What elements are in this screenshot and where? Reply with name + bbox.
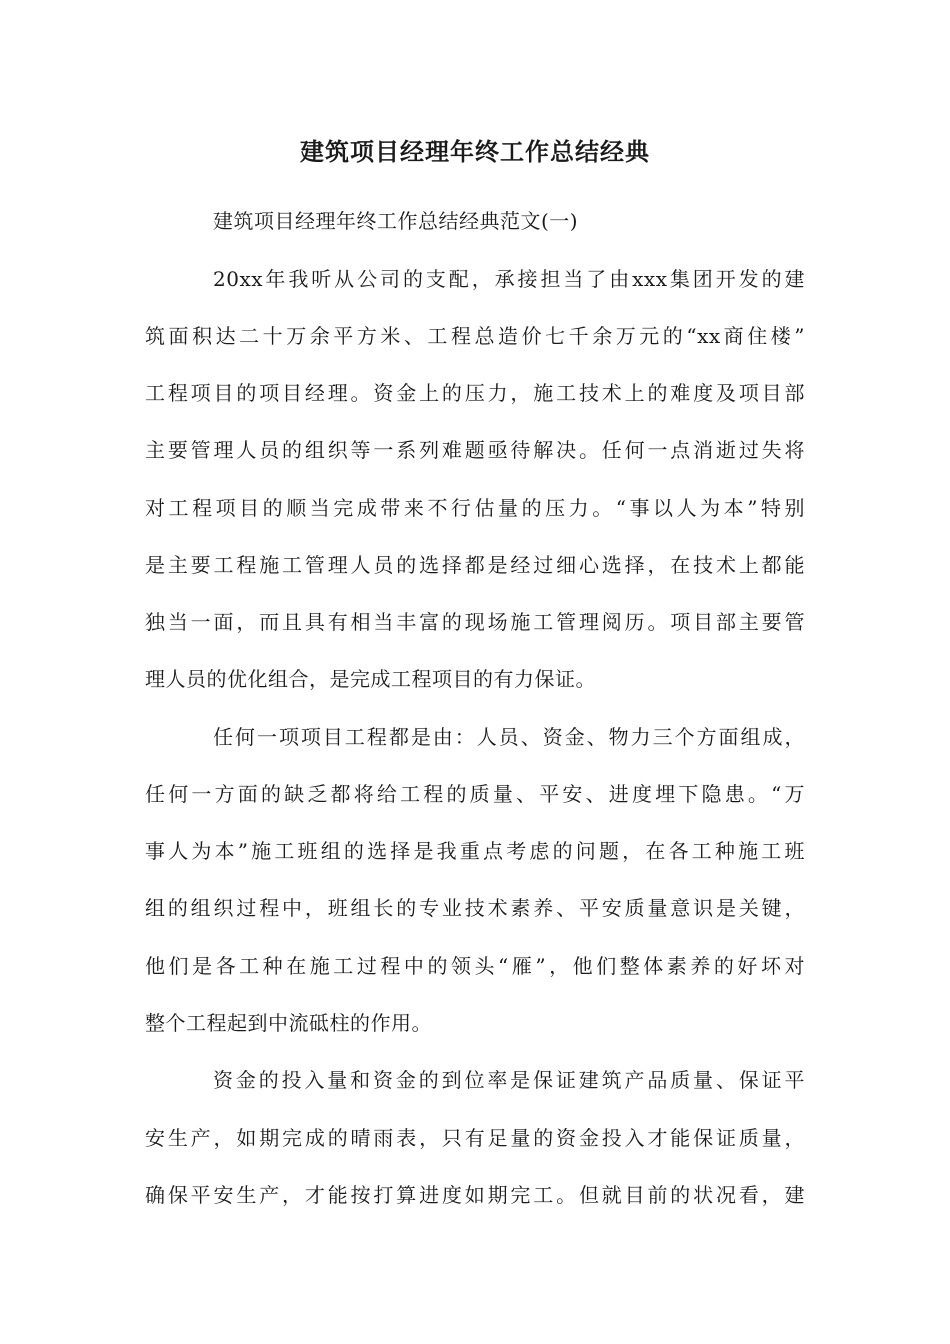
paragraph-line: 事人为本”施工班组的选择是我重点考虑的问题，在各工种施工班: [145, 839, 805, 863]
section-heading: 建筑项目经理年终工作总结经典范文(一): [213, 209, 579, 233]
paragraph-line: 任何一方面的缺乏都将给工程的质量、平安、进度埋下隐患。“万: [145, 782, 805, 806]
paragraph-line: 独当一面，而且具有相当丰富的现场施工管理阅历。项目部主要管: [145, 610, 805, 634]
paragraph-line: 理人员的优化组合，是完成工程项目的有力保证。: [145, 667, 596, 691]
paragraph-line: 确保平安生产，才能按打算进度如期完工。但就目前的状况看，建: [145, 1183, 805, 1207]
paragraph-line: 筑面积达二十万余平方米、工程总造价七千余万元的“xx商住楼”: [145, 324, 805, 348]
paragraph-line: 对工程项目的顺当完成带来不行估量的压力。“事以人为本”特别: [145, 496, 805, 520]
paragraph-line: 任何一项项目工程都是由：人员、资金、物力三个方面组成，: [213, 725, 805, 749]
paragraph-line: 他们是各工种在施工过程中的领头“雁”，他们整体素养的好坏对: [145, 954, 805, 978]
paragraph-line: 组的组织过程中，班组长的专业技术素养、平安质量意识是关键，: [145, 896, 805, 920]
paragraph-line: 20xx年我听从公司的支配，承接担当了由xxx集团开发的建: [213, 267, 805, 291]
document-title: 建筑项目经理年终工作总结经典: [300, 137, 650, 166]
paragraph-line: 安生产，如期完成的晴雨表，只有足量的资金投入才能保证质量，: [145, 1126, 805, 1150]
paragraph-line: 资金的投入量和资金的到位率是保证建筑产品质量、保证平: [213, 1068, 805, 1092]
paragraph-line: 主要管理人员的组织等一系列难题亟待解决。任何一点消逝过失将: [145, 438, 805, 462]
paragraph-line: 工程项目的项目经理。资金上的压力，施工技术上的难度及项目部: [145, 381, 805, 405]
paragraph-line: 整个工程起到中流砥柱的作用。: [145, 1011, 432, 1035]
paragraph-line: 是主要工程施工管理人员的选择都是经过细心选择，在技术上都能: [145, 553, 805, 577]
